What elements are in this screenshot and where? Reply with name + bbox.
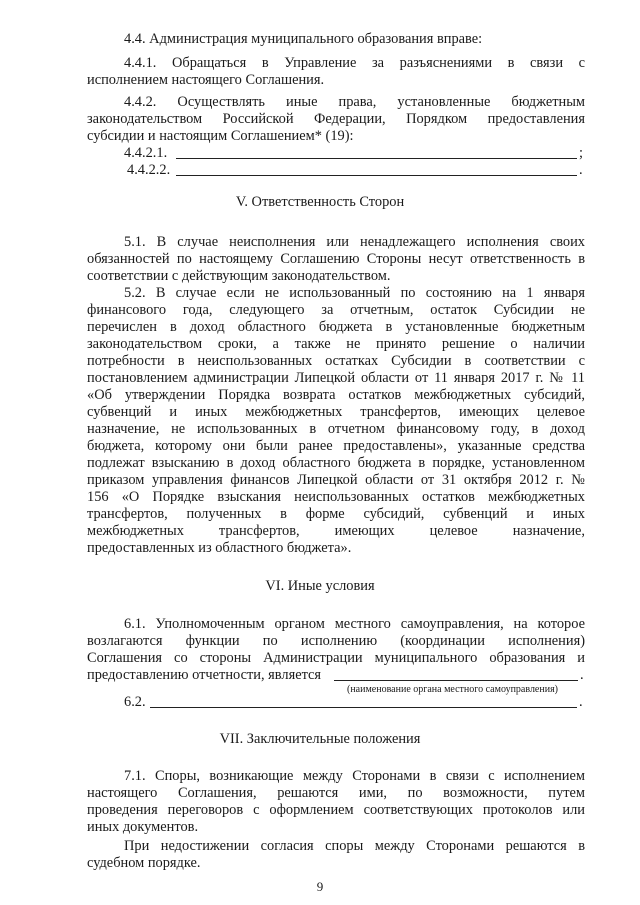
clause-6-1-cont-1: возлагаются функции по исполнению (координации исполнения) (87, 633, 585, 649)
blank-line-4-4-2-2 (176, 175, 577, 176)
clause-5-2: 5.2. В случае если не использованный по состоянию на 1 января (124, 285, 585, 301)
clause-4-4: 4.4. Администрация муниципального образования вправе: (124, 31, 483, 47)
clause-4-4-2-1: 4.4.2.1. (124, 145, 168, 161)
clause-4-4-2-cont-2: субсидии и настоящим Соглашением* (19): (87, 128, 354, 144)
period: . (579, 162, 583, 178)
clause-7-2: При недостижении согласия споры между Сторонами решаются в (124, 838, 585, 854)
period: . (579, 694, 583, 710)
clause-6-1-cont-3: предоставлению отчетности, является (87, 667, 322, 683)
clause-4-4-2-2: 4.4.2.2. (127, 162, 171, 178)
blank-line-6-1 (334, 680, 578, 681)
clause-5-2-line-3: перечислен в доход областного бюджета в установленные бюджетным (87, 319, 585, 335)
clause-5-1-cont-1: обязанностей по настоящему Соглашению Стороны несут ответственность в (87, 251, 585, 267)
clause-7-1: 7.1. Споры, возникающие между Сторонами в связи с исполнением (124, 768, 585, 784)
clause-6-2: 6.2. (124, 694, 146, 710)
clause-5-2-line-12: приказом управления финансов Липецкой области от 31 октября 2012 г. № (87, 472, 585, 488)
section-heading-vii: VII. Заключительные положения (219, 731, 421, 747)
clause-7-2-cont: судебном порядке. (87, 855, 201, 871)
page-number: 9 (316, 879, 324, 894)
clause-7-1-cont-3: иных документов. (87, 819, 199, 835)
clause-7-1-cont-1: настоящего Соглашения, решаются ими, по возможности, путем (87, 785, 585, 801)
clause-5-2-line-7: «Об утверждении Порядка возврата остатков межбюджетных субсидий, (87, 387, 585, 403)
section-heading-v: V. Ответственность Сторон (235, 194, 405, 210)
clause-4-4-1-cont: исполнением настоящего Соглашения. (87, 72, 325, 88)
clause-5-2-line-16: предоставленных из областного бюджета». (87, 540, 352, 556)
clause-5-2-line-14: трансфертов, полученных в форме субсидий, субвенций и иных (87, 506, 585, 522)
clause-5-2-line-11: подлежат взысканию в доход областного бюджета в порядке, установленном (87, 455, 585, 471)
clause-5-2-line-15: межбюджетных трансфертов, имеющих целевое назначение, (87, 523, 585, 539)
clause-4-4-1: 4.4.1. Обращаться в Управление за разъяснениями в связи с (124, 55, 585, 71)
clause-5-2-line-10: бюджета, которому они были ранее предоставлены», указанные средства (87, 438, 585, 454)
clause-5-1: 5.1. В случае неисполнения или ненадлежащего исполнения своих (124, 234, 585, 250)
clause-5-2-line-4: законодательством сроки, а также не принято решение о наличии (87, 336, 585, 352)
clause-5-2-line-2: финансового года, следующего за отчетным, остаток Субсидии не (87, 302, 585, 318)
clause-5-2-line-5: потребности в неиспользованных остатках Субсидии в соответствии с (87, 353, 585, 369)
semicolon: ; (579, 145, 583, 161)
clause-4-4-2-cont-1: законодательством Российской Федерации, Порядком предоставления (87, 111, 585, 127)
clause-6-1: 6.1. Уполномоченным органом местного самоуправления, на которое (124, 616, 585, 632)
clause-7-1-cont-2: проведения переговоров с оформлением соответствующих протоколов или (87, 802, 585, 818)
clause-4-4-2: 4.4.2. Осуществлять иные права, установленные бюджетным (124, 94, 585, 110)
clause-5-1-cont-2: соответствии с действующим законодательством. (87, 268, 391, 284)
clause-6-1-cont-2: Соглашения со стороны Администрации муниципального образования и (87, 650, 585, 666)
section-heading-vi: VI. Иные условия (265, 578, 375, 594)
period: . (580, 667, 584, 683)
clause-5-2-line-13: 156 «О Порядке взыскания неиспользованных остатков межбюджетных (87, 489, 585, 505)
clause-5-2-line-8: субвенций и иных межбюджетных трансфертов, имеющих целевое (87, 404, 585, 420)
clause-5-2-line-6: постановлением администрации Липецкой области от 11 января 2017 г. № 11 (87, 370, 585, 386)
blank-line-6-2 (150, 707, 577, 708)
blank-line-4-4-2-1 (176, 158, 577, 159)
clause-5-2-line-9: назначение, не использованных в отчетном финансовому году, в доход (87, 421, 585, 437)
blank-caption: (наименование органа местного самоуправления) (347, 684, 559, 695)
